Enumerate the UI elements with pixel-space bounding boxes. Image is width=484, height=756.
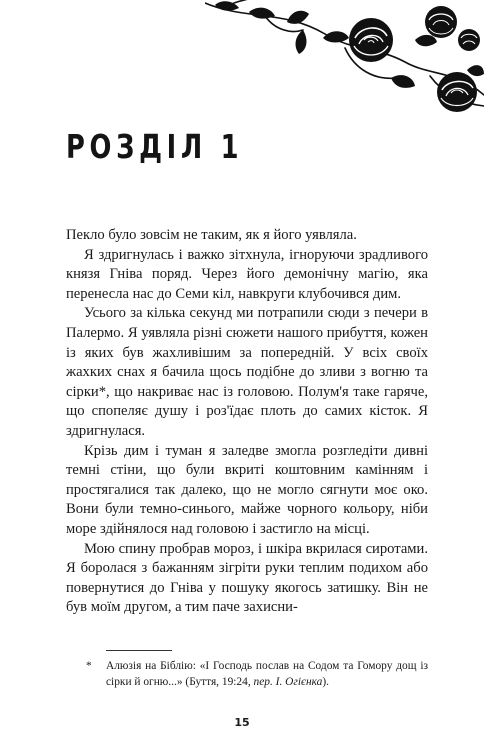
footnote-text-start: Алюзія на Біблію: «І Господь послав на Содом та Гомору дощ із сірки й огню...» (Буття, 19:24, bbox=[106, 660, 428, 688]
footnote bbox=[86, 659, 428, 690]
footnote-text bbox=[106, 659, 428, 690]
chapter-title: РОЗДІЛ 1 bbox=[66, 127, 244, 166]
footnote-divider bbox=[106, 650, 172, 651]
footnote-translator: пер. І. Огієнка bbox=[253, 675, 323, 688]
page-number: 15 bbox=[234, 716, 250, 729]
paragraph: Мою спину пробрав мороз, і шкіра вкрилася сиротами. Я боролася з бажанням зігріти руки теплим подихом або повернутися до Гніва у пошуку якогось затишку. Він не був моїм другом, а тим паче захисни- bbox=[66, 540, 428, 616]
footnote-marker: * bbox=[86, 660, 92, 672]
rose-ornament bbox=[205, 0, 484, 118]
paragraph: Пекло було зовсім не таким, як я його уявляла. bbox=[66, 227, 357, 243]
paragraph: Я здригнулась і важко зітхнула, ігноруючи зрадливого князя Гніва поряд. Через його демонічну магію, яка перенесла нас до Семи кіл, навкруги клубочився дим. bbox=[66, 246, 428, 302]
paragraph: Усього за кілька секунд ми потрапили сюди з печери в Палермо. Я уявляла різні сюжети нашого прибуття, кожен із яких був жахливішим за попередній. У всіх своїх жахких снах я бачила щось подібне до зливи з вогню та сірки*, що накриває нас із головою. Полум'я таке гаряче, що спопеляє душу і роз'їдає плоть до самих кісток. Я здригнулася. bbox=[66, 305, 428, 439]
footnote-text-end: ). bbox=[322, 675, 330, 688]
paragraph: Крізь дим і туман я заледве змогла розгледіти дивні темні стіни, що були вкриті коштовним камінням і простягалися так далеко, що не могло сягнути моє око. Вони були темно-синього, майже чорного кольору, ніби море здійнялося над головою і застигло на місці. bbox=[66, 442, 428, 537]
chapter-body bbox=[66, 226, 428, 618]
